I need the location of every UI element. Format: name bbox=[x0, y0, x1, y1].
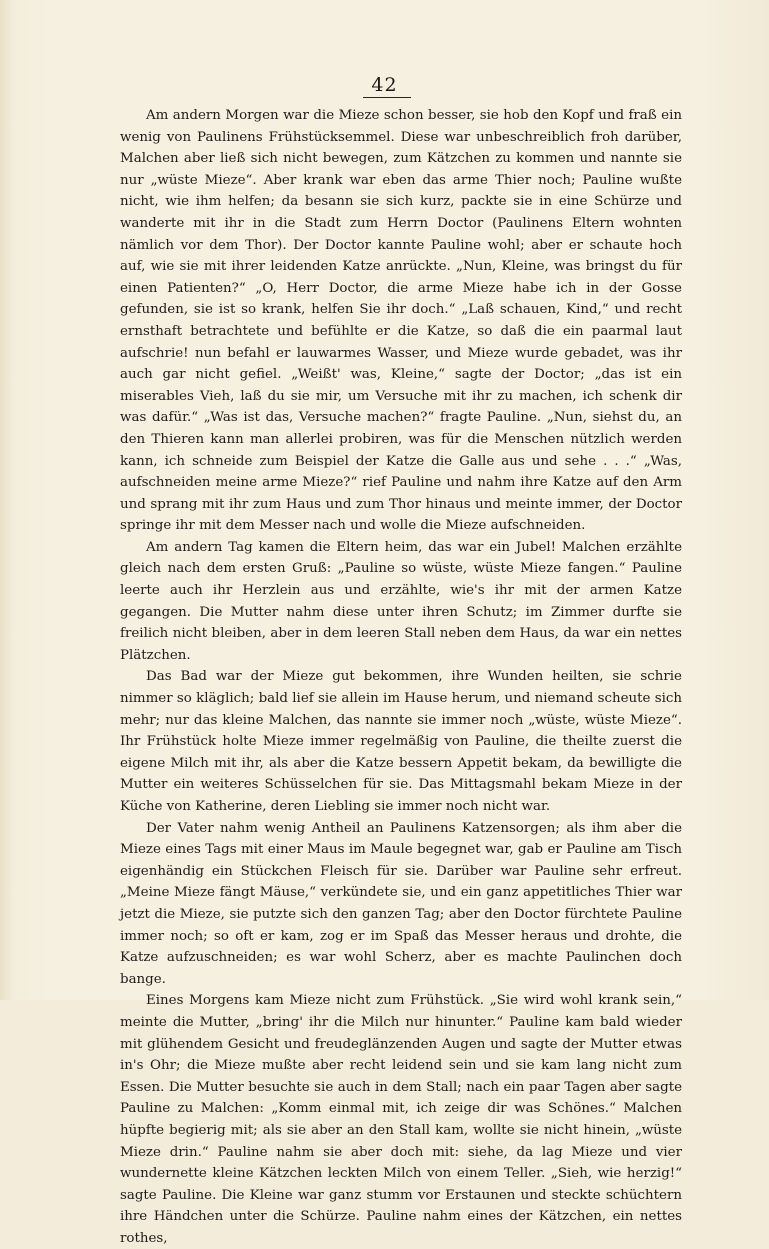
body-text bbox=[120, 105, 682, 1249]
paragraph: Am andern Morgen war die Mieze schon besser, sie hob den Kopf und fraß ein wenig von Paulinens Frühstücksemmel. Diese war unbeschreiblich froh darüber, Malchen aber ließ sich nicht bewegen, zum Kätzchen zu kommen und nannte sie nur „wüste Mieze“. Aber krank war eben das arme Thier noch; Pauline wußte nicht, wie ihm helfen; da besann sie sich kurz, packte sie in eine Schürze und wanderte mit ihr in die Stadt zum Herrn Doctor (Paulinens Eltern wohnten nämlich vor dem Thor). Der Doctor kannte Pauline wohl; aber er schaute hoch auf, wie sie mit ihrer leidenden Katze anrückte. „Nun, Kleine, was bringst du für einen Patienten?“ „O, Herr Doctor, die arme Mieze habe ich in der Gosse gefunden, sie ist so krank, helfen Sie ihr doch.“ „Laß schauen, Kind,“ und recht ernsthaft betrachtete und befühlte er die Katze, so daß die ein paarmal laut aufschrie! nun befahl er lauwarmes Wasser, und Mieze wurde gebadet, was ihr auch gar nicht gefiel. „Weißt' was, Kleine,“ sagte der Doctor; „das ist ein miserables Vieh, laß du sie mir, um Versuche mit ihr zu machen, ich schenk dir was dafür.“ „Was ist das, Versuche machen?“ fragte Pauline. „Nun, siehst du, an den Thieren kann man allerlei probiren, was für die Menschen nützlich werden kann, ich schneide zum Beispiel der Katze die Galle aus und sehe . . .“ „Was, aufschneiden meine arme Mieze?“ rief Pauline und nahm ihre Katze auf den Arm und sprang mit ihr zum Haus und zum Thor hinaus und meinte immer, der Doctor springe ihr mit dem Messer nach und wolle die Mieze aufschneiden. bbox=[120, 108, 682, 534]
paragraph: Eines Morgens kam Mieze nicht zum Frühstück. „Sie wird wohl krank sein,“ meinte die Mutter, „bring' ihr die Milch nur hinunter.“ Pauline kam bald wieder mit glühendem Gesicht und freudeglänzenden Augen und sagte der Mutter etwas in's Ohr; die Mieze mußte aber recht leidend sein und sie kam lang nicht zum Essen. Die Mutter besuchte sie auch in dem Stall; nach ein paar Tagen aber sagte Pauline zu Malchen: „Komm einmal mit, ich zeige dir was Schönes.“ Malchen hüpfte begierig mit; als sie aber an den Stall kam, wollte sie nicht hinein, „wüste Mieze drin.“ Pauline nahm sie aber doch mit: siehe, da lag Mieze und vier wundernette kleine Kätzchen leckten Milch von einem Teller. „Sieh, wie herzig!“ sagte Pauline. Die Kleine war ganz stumm vor Erstaunen und steckte schüchtern ihre Händchen unter die Schürze. Pauline nahm eines der Kätzchen, ein nettes rothes, bbox=[120, 993, 682, 1246]
paragraph: Das Bad war der Mieze gut bekommen, ihre Wunden heilten, sie schrie nimmer so kläglich; bald lief sie allein im Hause herum, und niemand scheute sich mehr; nur das kleine Malchen, das nannte sie immer noch „wüste, wüste Mieze“. Ihr Frühstück holte Mieze immer regelmäßig von Pauline, die theilte zuerst die eigene Milch mit ihr, als aber die Katze bessern Appetit bekam, da bewilligte die Mutter ein weiteres Schüsselchen für sie. Das Mittagsmahl bekam Mieze in der Küche von Katherine, deren Liebling sie immer noch nicht war. bbox=[120, 669, 682, 814]
paragraph: Der Vater nahm wenig Antheil an Paulinens Katzensorgen; als ihm aber die Mieze eines Tags mit einer Maus im Maule begegnet war, gab er Pauline am Tisch eigenhändig ein Stückchen Fleisch für sie. Darüber war Pauline sehr erfreut. „Meine Mieze fängt Mäuse,“ verkündete sie, und ein ganz appetitliches Thier war jetzt die Mieze, sie putzte sich den ganzen Tag; aber den Doctor fürchtete Pauline immer noch; so oft er kam, zog er im Spaß das Messer heraus und drohte, die Katze aufzuschneiden; es war wohl Scherz, aber es machte Paulinchen doch bange. bbox=[120, 820, 682, 987]
page-number: 42 bbox=[371, 74, 398, 96]
paragraph: Am andern Tag kamen die Eltern heim, das war ein Jubel! Malchen erzählte gleich nach dem ersten Gruß: „Pauline so wüste, wüste Mieze fangen.“ Pauline leerte auch ihr Herzlein aus und erzählte, wie's ihr mit der armen Katze gegangen. Die Mutter nahm diese unter ihren Schutz; im Zimmer durfte sie freilich nicht bleiben, aber in dem leeren Stall neben dem Haus, da war ein nettes Plätzchen. bbox=[120, 539, 682, 663]
page-number-underline bbox=[363, 97, 411, 98]
